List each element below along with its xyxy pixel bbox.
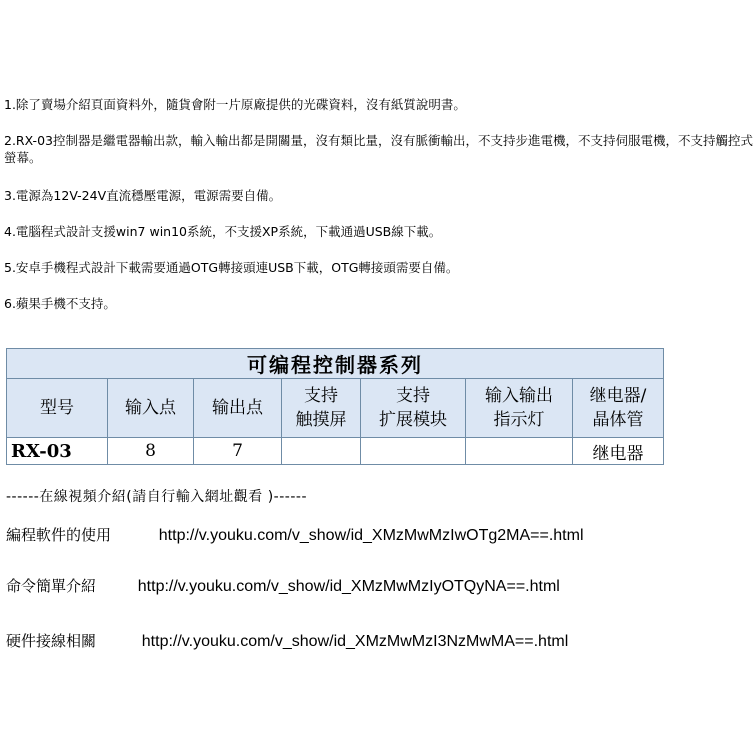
video-link-url[interactable]: http://v.youku.com/v_show/id_XMzMwMzIyOTQyNA==.html — [137, 578, 560, 595]
cell-touchscreen — [282, 438, 361, 465]
video-link-label: 編程軟件的使用 — [6, 526, 112, 544]
note-3: 3.電源為12V-24V直流穩壓電源，電源需要自備。 — [4, 188, 282, 203]
video-link-label: 命令簡單介紹 — [6, 577, 97, 595]
video-link-row-1 — [6, 524, 584, 545]
video-link-row-3 — [6, 630, 568, 651]
video-links-header: ------在線視頻介紹(請自行輸入網址觀看 )------ — [6, 489, 307, 505]
video-link-row-2 — [6, 575, 560, 596]
video-links-section — [6, 486, 754, 650]
note-5: 5.安卓手機程式設計下載需要通過OTG轉接頭連USB下載，OTG轉接頭需要自備。 — [4, 260, 459, 275]
spec-table — [6, 348, 664, 465]
table-title: 可编程控制器系列 — [7, 349, 664, 379]
cell-model: RX-03 — [7, 438, 108, 465]
cell-expansion — [361, 438, 466, 465]
cell-relay-transistor: 继电器 — [573, 438, 664, 465]
header-model: 型号 — [7, 379, 108, 438]
header-relay-transistor: 继电器/ 晶体管 — [573, 379, 664, 438]
table-header-row — [7, 379, 664, 438]
note-6: 6.蘋果手機不支持。 — [4, 296, 116, 311]
cell-outputs: 7 — [194, 438, 282, 465]
notes-list — [4, 96, 754, 331]
video-link-url[interactable]: http://v.youku.com/v_show/id_XMzMwMzI3NzMwMA==.html — [141, 633, 569, 650]
note-4: 4.電腦程式設計支援win7 win10系統，不支援XP系統，下載通過USB線下載。 — [4, 224, 442, 239]
note-2: 2.RX-03控制器是繼電器輸出款，輸入輸出都是開關量，沒有類比量，沒有脈衝輸出，不支持步進電機，不支持伺服電機，不支持觸控式螢幕。 — [4, 133, 753, 165]
cell-inputs: 8 — [108, 438, 194, 465]
header-inputs: 输入点 — [108, 379, 194, 438]
header-outputs: 输出点 — [194, 379, 282, 438]
cell-indicator — [466, 438, 573, 465]
header-indicator: 输入输出 指示灯 — [466, 379, 573, 438]
video-link-label: 硬件接線相關 — [6, 632, 97, 650]
video-link-url[interactable]: http://v.youku.com/v_show/id_XMzMwMzIwOTg2MA==.html — [158, 527, 584, 544]
header-touchscreen: 支持 触摸屏 — [282, 379, 361, 438]
table-row — [7, 438, 664, 465]
header-expansion: 支持 扩展模块 — [361, 379, 466, 438]
note-1: 1.除了賣場介紹頁面資料外，隨貨會附一片原廠提供的光碟資料，沒有紙質說明書。 — [4, 97, 466, 112]
